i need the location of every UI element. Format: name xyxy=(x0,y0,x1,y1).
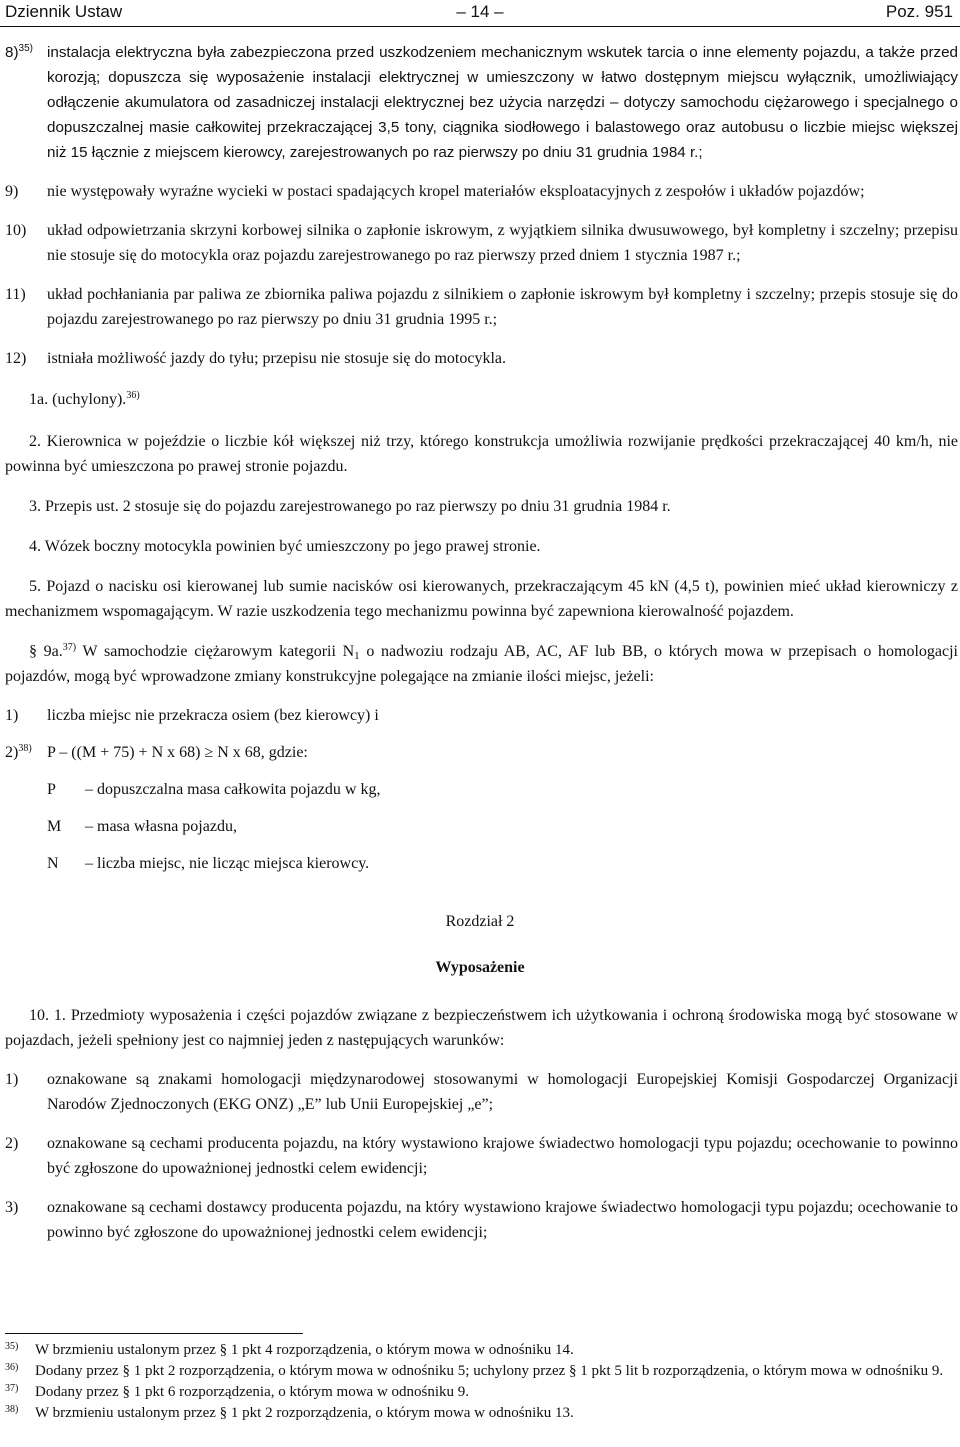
item-number: 10) xyxy=(5,222,27,239)
item-number: 2) xyxy=(5,1135,19,1152)
definition-n xyxy=(0,851,960,876)
item-number: 9) xyxy=(5,183,19,200)
paragraph-10: 10. 1. Przedmioty wyposażenia i części pojazdów związane z bezpieczeństwem ich użytkowania i ochroną środowiska mogą być stosowane w pojazdach, jeżeli spełniony jest co najmniej jeden z następujących warunków: xyxy=(5,1007,958,1049)
item-number: 1) xyxy=(5,707,19,724)
definition-symbol: N xyxy=(47,855,59,872)
item-text: oznakowane są cechami producenta pojazdu, na który wystawiono krajowe świadectwo homologacji typu pojazdu; ocechowanie to powinno być zgłoszone do upoważnionej jednostki celem ewidencji; xyxy=(47,1135,958,1177)
item-number: 1) xyxy=(5,1071,19,1088)
definition-text: – dopuszczalna masa całkowita pojazdu w kg, xyxy=(85,781,381,798)
item-number: 8)$^{35)}$ xyxy=(5,43,33,61)
footnote-text: Dodany przez § 1 pkt 6 rozporządzenia, o którym mowa w odnośniku 9. xyxy=(35,1384,470,1400)
item-text: oznakowane są znakami homologacji międzynarodowej stosowanymi w homologacji Europejskiej Komisji Gospodarczej Organizacji Narodów Zjednoczonych (EKG ONZ) „E” lub Unii Europejskiej „e”; xyxy=(47,1071,958,1113)
list-item-9a-2 xyxy=(0,740,960,765)
item-text: istniała możliwość jazdy do tyłu; przepisu nie stosuje się do motocykla. xyxy=(47,350,507,367)
footnote-36 xyxy=(0,1361,960,1382)
item-number: 3) xyxy=(5,1199,19,1216)
footnote-text: W brzmieniu ustalonym przez § 1 pkt 2 rozporządzenia, o którym mowa w odnośniku 13. xyxy=(35,1405,574,1421)
paragraph-1a: 1a. (uchylony).$^{36)}$ xyxy=(29,390,140,408)
journal-title: Dziennik Ustaw xyxy=(5,2,123,21)
list-item-12 xyxy=(0,346,960,371)
item-number: 11) xyxy=(5,286,26,303)
paragraph-5: 5. Pojazd o nacisku osi kierowanej lub sumie nacisków osi kierowanych, przekraczającym 45 kN (4,5 t), powinien mieć układ kierowniczy z mechanizmem wspomagającym. W razie uszkodzenia tego mechanizmu powinna być zapewniona kierowalność pojazdem. xyxy=(5,578,958,620)
paragraph-4: 4. Wózek boczny motocykla powinien być umieszczony po jego prawej stronie. xyxy=(29,538,541,555)
item-text: instalacja elektryczna była zabezpieczona przed uszkodzeniem mechanicznym wskutek tarcia o inne elementy pojazdu, a także przed korozją; dopuszcza się wyposażenie instalacji elektrycznej w umieszczony w łatwo dostępnym miejscu wyłącznik, umożliwiający odłączenie akumulatora od zasadniczej instalacji elektrycznej bez użycia narzędzi – dotyczy samochodu ciężarowego i specjalnego o dopuszczalnej masie całkowitej przekraczającej 3,5 tony, ciągnika siodłowego i balastowego oraz autobusu o liczbie miejsc większej niż 15 łącznie z miejscem kierowcy, zarejestrowanych po raz pierwszy po dniu 31 grudnia 1984 r.; xyxy=(47,44,958,161)
footnotes xyxy=(0,1340,960,1424)
paragraph-2: 2. Kierownica w pojeździe o liczbie kół większej niż trzy, którego konstrukcja umożliwia rozwijanie prędkości przekraczającej 40 km/h, nie powinna być umieszczona po prawej stronie pojazdu. xyxy=(5,433,958,475)
footnote-rule xyxy=(5,1333,303,1334)
list-item-9 xyxy=(0,179,960,204)
footnote-35 xyxy=(0,1340,960,1361)
item-text: oznakowane są cechami dostawcy producenta pojazdu, na który wystawiono krajowe świadectwo homologacji typu pojazdu; ocechowanie to powinno być zgłoszone do upoważnionej jednostki celem ewidencji; xyxy=(47,1199,958,1241)
footnote-37 xyxy=(0,1382,960,1403)
list-item-10-3 xyxy=(0,1195,960,1245)
chapter-title: Wyposażenie xyxy=(435,959,525,976)
footnote-text: W brzmieniu ustalonym przez § 1 pkt 4 rozporządzenia, o którym mowa w odnośniku 14. xyxy=(35,1342,574,1358)
paragraph-3: 3. Przepis ust. 2 stosuje się do pojazdu zarejestrowanego po raz pierwszy po dniu 31 grudnia 1984 r. xyxy=(29,498,671,515)
item-text: układ odpowietrzania skrzyni korbowej silnika o zapłonie iskrowym, z wyjątkiem silnika dwusuwowego, był kompletny i szczelny; przepisu nie stosuje się do motocykla oraz pojazdu zarejestrowanego po raz pierwszy przed dniem 1 stycznia 1987 r.; xyxy=(47,222,958,264)
item-text: liczba miejsc nie przekracza osiem (bez kierowcy) i xyxy=(47,707,379,724)
page-header xyxy=(0,2,960,26)
item-number: 12) xyxy=(5,350,27,367)
header-rule xyxy=(0,26,960,27)
list-item-10 xyxy=(0,218,960,268)
footnote-number: 35) xyxy=(5,1341,19,1352)
item-text: układ pochłaniania par paliwa ze zbiornika paliwa pojazdu z silnikiem o zapłonie iskrowym był kompletny i szczelny; przepis stosuje się do pojazdu zarejestrowanego po raz pierwszy po dniu 31 grudnia 1995 r.; xyxy=(47,286,958,328)
list-item-11 xyxy=(0,282,960,332)
item-text: nie występowały wyraźne wycieki w postaci spadających kropel materiałów eksploatacyjnych z zespołów i układów pojazdów; xyxy=(47,183,865,200)
definition-symbol: M xyxy=(47,818,62,835)
footnote-number: 36) xyxy=(5,1362,19,1373)
definition-text: – masa własna pojazdu, xyxy=(85,818,237,835)
paragraph-9a: § 9a.$^{37)}$ W samochodzie ciężarowym kategorii $N_1$ o nadwoziu rodzaju AB, AC, AF lub BB, o których mowa w przepisach o homologacji pojazdów, mogą być wprowadzone zmiany konstrukcyjne polegające na zmianie ilości miejsc, jeżeli: xyxy=(5,642,958,685)
definition-m xyxy=(0,814,960,839)
footnote-number: 37) xyxy=(5,1383,19,1394)
main-content xyxy=(0,40,960,1245)
formula-text: P – ((M + 75) + N x 68) ≥ N x 68, gdzie: xyxy=(47,744,308,761)
definition-text: – liczba miejsc, nie licząc miejsca kierowcy. xyxy=(85,855,370,872)
definition-symbol: P xyxy=(47,781,56,798)
item-number: 2)$^{38)}$ xyxy=(5,743,32,761)
definition-p xyxy=(0,777,960,802)
chapter-label: Rozdział 2 xyxy=(445,913,515,930)
list-item-10-2 xyxy=(0,1131,960,1181)
list-item-10-1 xyxy=(0,1067,960,1117)
page-number: – 14 – xyxy=(456,2,504,21)
list-item-8 xyxy=(0,40,960,165)
list-item-9a-1 xyxy=(0,703,960,728)
footnote-number: 38) xyxy=(5,1404,19,1415)
footnote-38 xyxy=(0,1403,960,1424)
footnote-text: Dodany przez § 1 pkt 2 rozporządzenia, o którym mowa w odnośniku 5; uchylony przez § 1 pkt 5 lit b rozporządzenia, o którym mowa w odnośniku 9. xyxy=(35,1363,944,1379)
position-number: Poz. 951 xyxy=(885,2,953,21)
